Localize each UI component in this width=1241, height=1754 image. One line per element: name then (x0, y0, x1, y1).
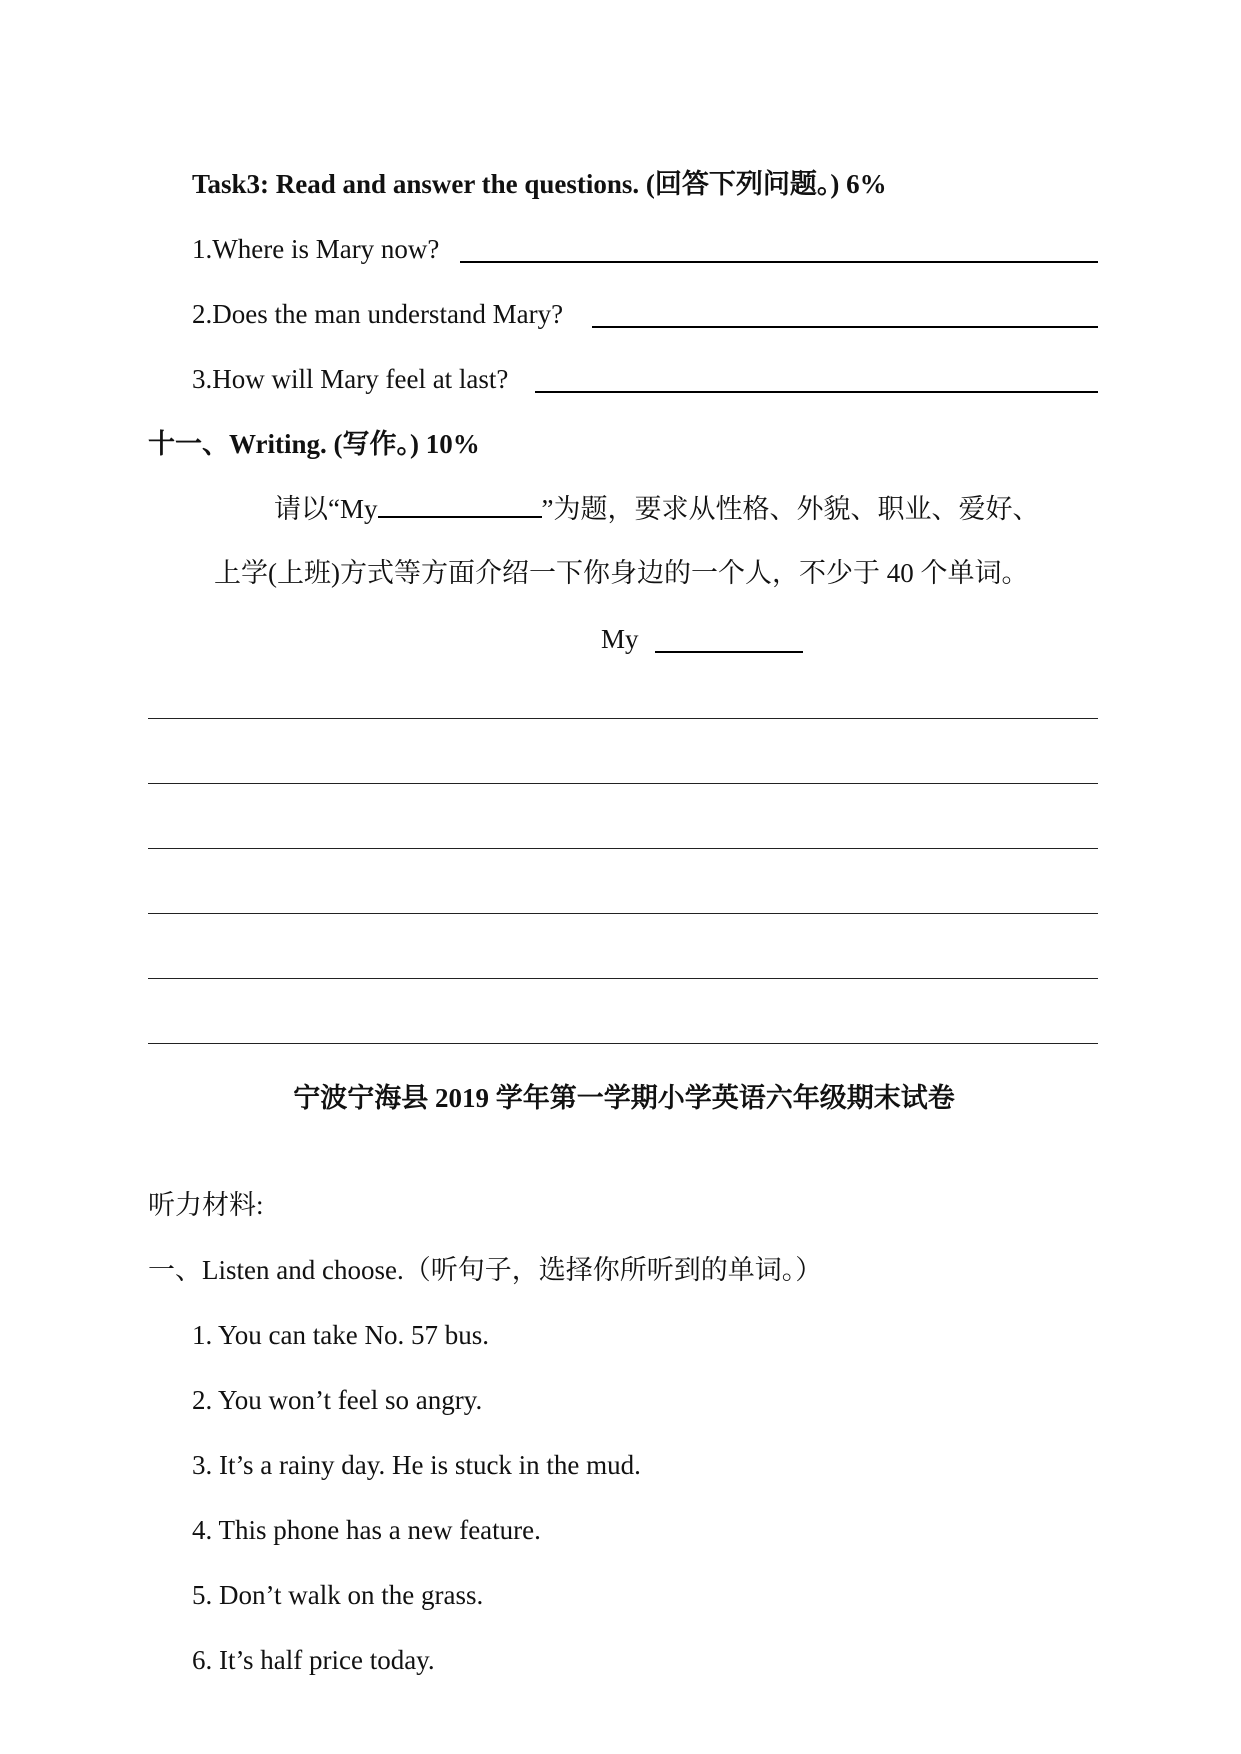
listening-item-6: 6. It’s half price today. (192, 1645, 435, 1675)
essay-title-blank[interactable] (655, 651, 803, 653)
title-blank-inline (378, 496, 542, 518)
answer-line-2[interactable] (592, 326, 1098, 328)
listening-item-3: 3. It’s a rainy day. He is stuck in the mud. (192, 1450, 641, 1480)
writing-prompt-line-1 (274, 493, 1039, 525)
section1-heading: 一、Listen and choose.（听句子，选择你所听到的单词。） (148, 1255, 823, 1285)
writing-line-3[interactable] (148, 848, 1098, 849)
task3-question-3: 3.How will Mary feel at last? (192, 364, 509, 394)
writing-line-5[interactable] (148, 978, 1098, 979)
writing-prompt-line-2: 上学(上班)方式等方面介绍一下你身边的一个人，不少于 40 个单词。 (214, 558, 1029, 588)
writing-line-2[interactable] (148, 783, 1098, 784)
task3-question-2: 2.Does the man understand Mary? (192, 299, 564, 329)
listening-item-1: 1. You can take No. 57 bus. (192, 1320, 489, 1350)
writing-line-6[interactable] (148, 1043, 1098, 1044)
listening-item-4: 4. This phone has a new feature. (192, 1515, 541, 1545)
listening-item-5: 5. Don’t walk on the grass. (192, 1580, 484, 1610)
writing-line-4[interactable] (148, 913, 1098, 914)
writing-line-1[interactable] (148, 718, 1098, 719)
task3-heading: Task3: Read and answer the questions. (回答下列问题。) 6% (192, 169, 887, 199)
task3-question-1: 1.Where is Mary now? (192, 234, 440, 264)
listening-materials-label: 听力材料: (148, 1190, 264, 1220)
listening-item-2: 2. You won’t feel so angry. (192, 1385, 483, 1415)
answer-line-1[interactable] (460, 261, 1098, 263)
exam-title: 宁波宁海县 2019 学年第一学期小学英语六年级期末试卷 (293, 1083, 955, 1113)
essay-title-label: My (601, 624, 639, 654)
writing-heading: 十一、Writing. (写作。) 10% (148, 429, 480, 459)
writing-prompt-close: ”为题，要求从性格、外貌、职业、爱好、 (541, 494, 1040, 524)
answer-line-3[interactable] (535, 391, 1098, 393)
writing-prompt-open: 请以“My (274, 494, 378, 524)
